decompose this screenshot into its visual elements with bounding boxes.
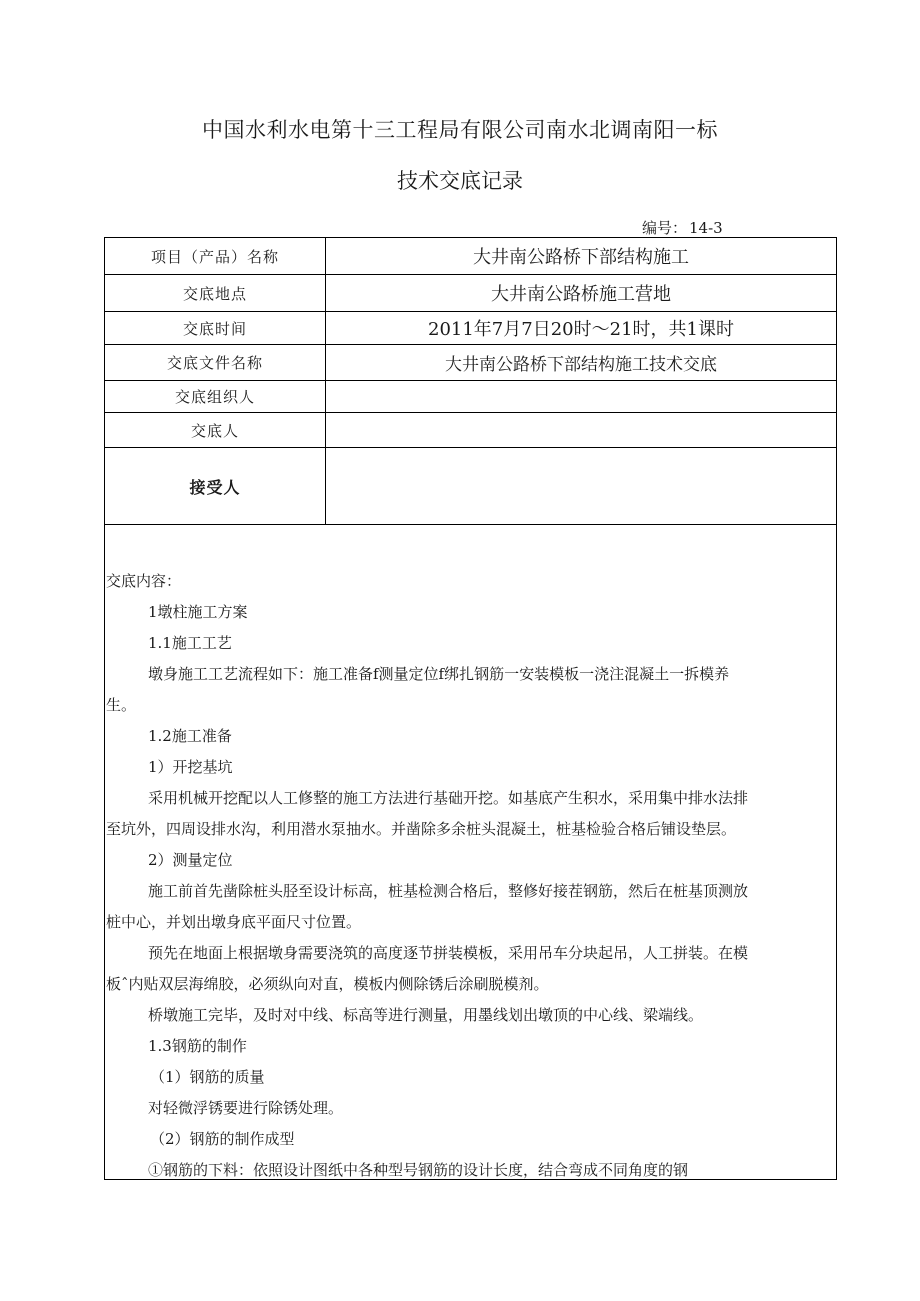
row-label: 交底人 — [105, 413, 326, 448]
paragraph: ①钢筋的下料：依照设计图纸中各种型号钢筋的设计长度，结合弯成不同角度的钢 — [148, 1161, 689, 1179]
row-label: 接受人 — [105, 448, 326, 525]
content-section — [106, 566, 836, 1186]
row-value — [326, 448, 837, 525]
paragraph: 生。 — [106, 696, 137, 714]
row-value: 大井南公路桥下部结构施工 — [326, 238, 837, 275]
paragraph: 至坑外，四周设排水沟，利用潜水泵抽水。并凿除多余桩头混凝土，桩基检验合格后铺设垫层。 — [106, 820, 737, 838]
table-row — [105, 238, 837, 275]
table-row — [105, 381, 837, 413]
row-value: 2011年7月7日20时～21时，共1课时 — [326, 312, 837, 345]
serial-number — [640, 217, 723, 238]
row-value: 大井南公路桥施工营地 — [326, 275, 837, 312]
section-heading: 1）开挖基坑 — [148, 758, 233, 776]
paragraph: 墩身施工工艺流程如下：施工准备f测量定位f绑扎钢筋一安装模板一浇注混凝土一拆模养 — [148, 665, 730, 683]
row-value — [326, 381, 837, 413]
paragraph: 施工前首先凿除桩头胫至设计标高，桩基检测合格后，整修好接茬钢筋，然后在桩基顶测放 — [148, 882, 749, 900]
paragraph: 板ˆ内贴双层海绵胶，必须纵向对直，模板内侧除锈后涂刷脱模剂。 — [106, 975, 549, 993]
row-label: 交底地点 — [105, 275, 326, 312]
document-subtitle: 技术交底记录 — [397, 169, 523, 193]
serial-label: 编号： — [642, 219, 688, 237]
section-heading: 1.2施工准备 — [148, 727, 232, 745]
document-title: 中国水利水电第十三工程局有限公司南水北调南阳一标 — [202, 118, 718, 142]
table-row — [105, 413, 837, 448]
paragraph: 桥墩施工完毕，及时对中线、标高等进行测量，用墨线划出墩顶的中心线、梁端线。 — [148, 1006, 704, 1024]
section-heading: 1墩柱施工方案 — [148, 603, 248, 621]
paragraph: 桩中心，并划出墩身底平面尺寸位置。 — [106, 913, 362, 931]
row-label: 交底时间 — [105, 312, 326, 345]
section-heading: 2）测量定位 — [148, 851, 233, 869]
content-heading: 交底内容： — [106, 572, 182, 590]
table-row — [105, 275, 837, 312]
row-value: 大井南公路桥下部结构施工技术交底 — [326, 345, 837, 381]
row-label: 项目（产品）名称 — [105, 238, 326, 275]
paragraph: 预先在地面上根据墩身需要浇筑的高度逐节拼装模板，采用吊车分块起吊，人工拼装。在模 — [148, 944, 749, 962]
row-label: 交底文件名称 — [105, 345, 326, 381]
paragraph: 采用机械开挖配以人工修整的施工方法进行基础开挖。如基底产生积水，采用集中排水法排 — [148, 789, 749, 807]
table-row — [105, 345, 837, 381]
section-heading: （1）钢筋的质量 — [150, 1068, 265, 1086]
info-table — [104, 237, 837, 525]
section-heading: 1.1施工工艺 — [148, 634, 232, 652]
serial-value: 14-3 — [689, 219, 723, 237]
table-row — [105, 448, 837, 525]
row-label: 交底组织人 — [105, 381, 326, 413]
row-value — [326, 413, 837, 448]
section-heading: （2）钢筋的制作成型 — [150, 1130, 295, 1148]
table-row — [105, 312, 837, 345]
section-heading: 1.3钢筋的制作 — [148, 1037, 247, 1055]
paragraph: 对轻微浮锈要进行除锈处理。 — [148, 1099, 344, 1117]
